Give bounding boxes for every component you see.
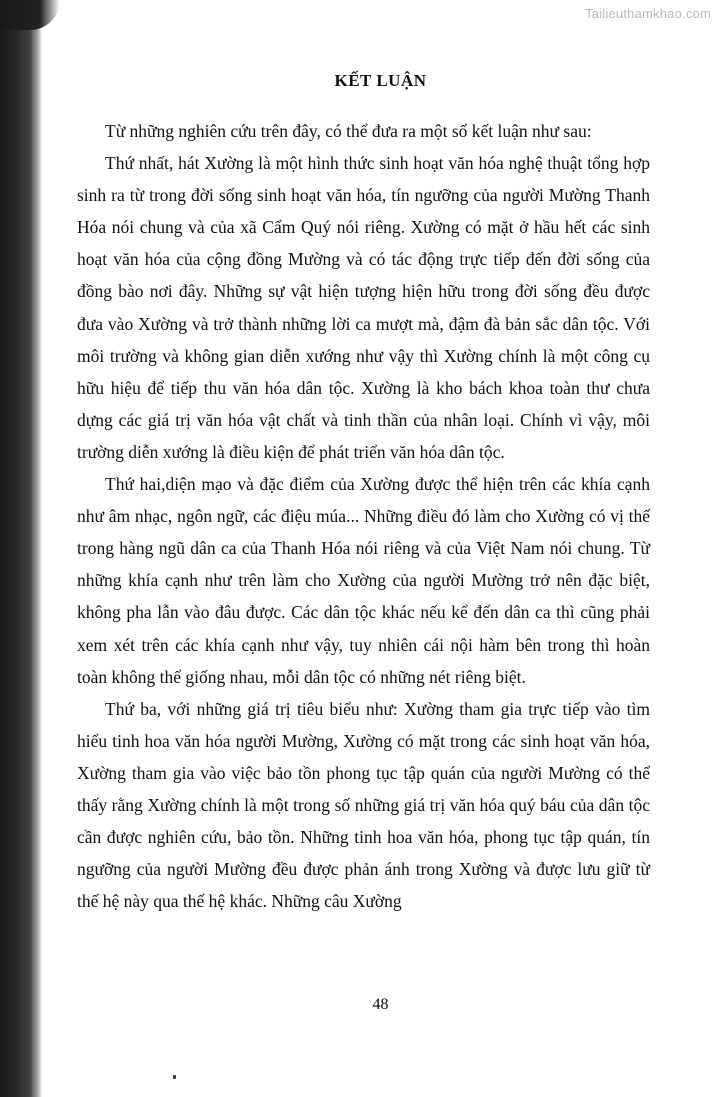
scan-shadow-edge: [0, 0, 42, 1097]
scan-shadow-corner: [0, 0, 60, 30]
body-text: [77, 115, 650, 917]
scan-speck: [173, 1075, 176, 1079]
page-number: 48: [372, 996, 389, 1013]
paragraph-intro: Từ những nghiên cứu trên đây, có thể đưa ra một số kết luận như sau:: [105, 121, 592, 141]
paragraph-second: Thứ hai,diện mạo và đặc điểm của Xường được thể hiện trên các khía cạnh như âm nhạc, ngôn ngữ, các điệu múa... Những điều đó làm cho Xường có vị thế trong hàng ngũ dân ca của Thanh Hóa nói riêng và của Việt Nam nói chung. Từ những khía cạnh như trên làm cho Xường của người Mường trở nên đặc biệt, không pha lẫn vào đâu được. Các dân tộc khác nếu kể đến dân ca thì cũng phải xem xét trên các khía cạnh như vậy, tuy nhiên cái nội hàm bên trong thì hoàn toàn không thể giống nhau, mỗi dân tộc có những nét riêng biệt.: [77, 474, 650, 687]
paragraph-third: Thứ ba, với những giá trị tiêu biểu như: Xường tham gia trực tiếp vào tìm hiểu tinh hoa văn hóa người Mường, Xường có mặt trong các sinh hoạt văn hóa, Xường tham gia vào việc bảo tồn phong tục tập quán của người Mường có thể thấy rằng Xường chính là một trong số những giá trị văn hóa quý báu của dân tộc cần được nghiên cứu, bảo tồn. Những tinh hoa văn hóa, phong tục tập quán, tín ngưỡng của người Mường đều được phản ánh trong Xường và được lưu giữ từ thế hệ này qua thế hệ khác. Những câu Xường: [77, 698, 650, 912]
watermark: Tailieuthamkhao.com: [585, 6, 711, 21]
page-title: KẾT LUẬN: [334, 71, 427, 90]
paragraph-first: Thứ nhất, hát Xường là một hình thức sinh hoạt văn hóa nghệ thuật tổng hợp sinh ra từ trong đời sống sinh hoạt văn hóa, tín ngưỡng của người Mường Thanh Hóa nói chung và của xã Cẩm Quý nói riêng. Xường có mặt ở hầu hết các sinh hoạt văn hóa của cộng đồng Mường và có tác động trực tiếp đến đời sống của đồng bào nơi đây. Những sự vật hiện tượng hiện hữu trong đời sống đều được đưa vào Xường và trở thành những lời ca mượt mà, đậm đà bản sắc dân tộc. Với môi trường và không gian diễn xướng như vậy thì Xường chính là một công cụ hữu hiệu để tiếp thu văn hóa dân tộc. Xường là kho bách khoa toàn thư chưa dựng các giá trị văn hóa vật chất và tinh thần của nhân loại. Chính vì vậy, môi trường diễn xướng là điều kiện để phát triển văn hóa dân tộc.: [77, 153, 650, 462]
